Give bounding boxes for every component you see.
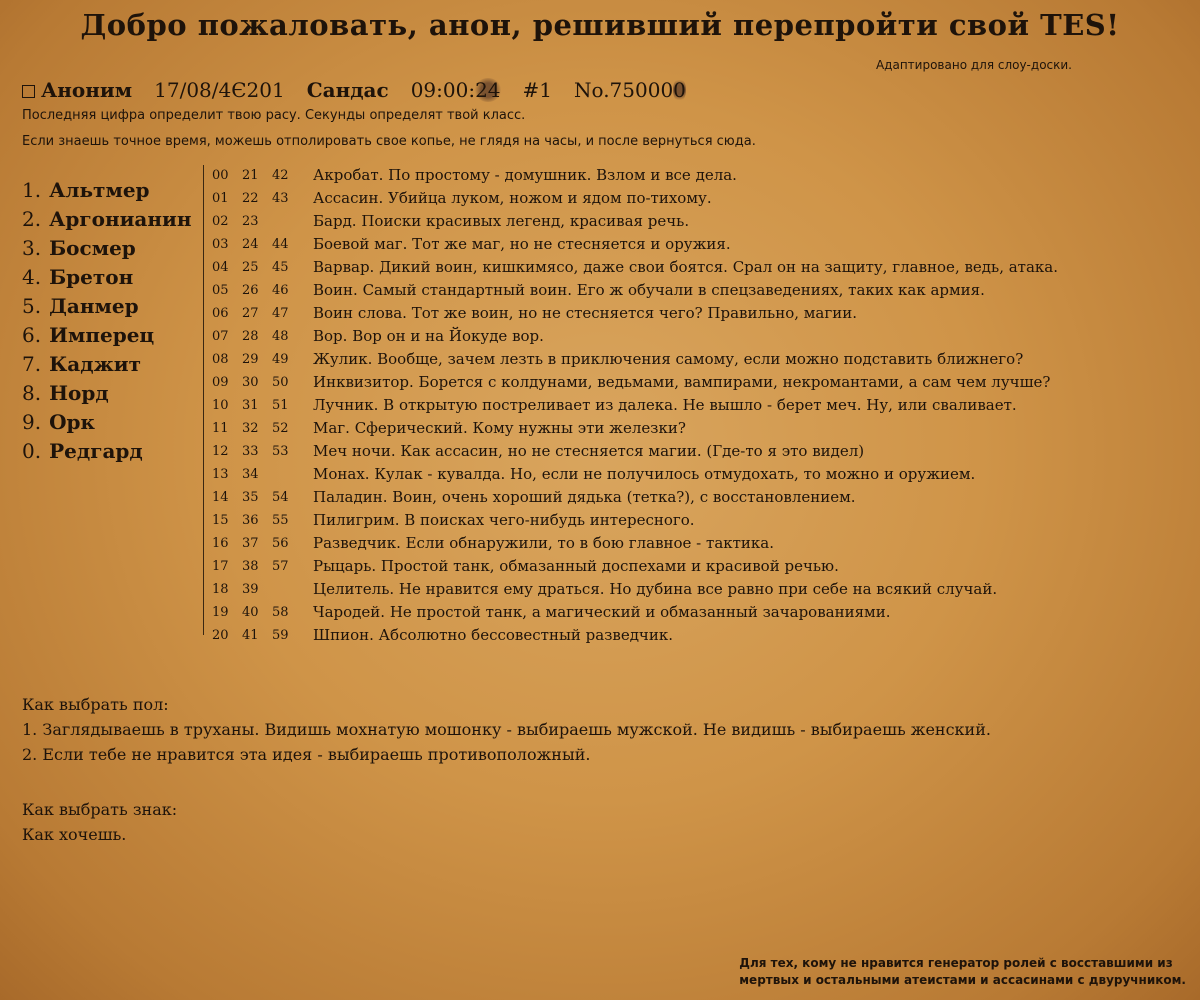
page-title: Добро пожаловать, анон, решивший перепройти свой TES! xyxy=(80,8,1120,42)
class-description: Жулик. Вообще, зачем лезть в приключения самому, если можно подставить ближнего? xyxy=(313,350,1024,368)
class-row xyxy=(212,394,1058,417)
class-row xyxy=(212,348,1058,371)
footnote xyxy=(739,955,1186,989)
race-number: 5. xyxy=(22,294,42,318)
race-name: Имперец xyxy=(49,323,155,347)
seconds-a: 03 xyxy=(212,237,229,252)
class-row xyxy=(212,371,1058,394)
class-row xyxy=(212,486,1058,509)
race-number: 2. xyxy=(22,207,42,231)
seconds-b: 28 xyxy=(242,329,259,344)
post-index[interactable]: #1 xyxy=(522,78,552,102)
seconds-a: 05 xyxy=(212,283,229,298)
class-row xyxy=(212,325,1058,348)
seconds-b: 27 xyxy=(242,306,259,321)
race-item xyxy=(22,234,192,263)
seconds-b: 26 xyxy=(242,283,259,298)
seconds-a: 01 xyxy=(212,191,229,206)
sex-line: 1. Заглядываешь в труханы. Видишь мохнатую мошонку - выбираешь мужской. Не видишь - выбираешь женский. xyxy=(22,720,991,739)
class-row xyxy=(212,417,1058,440)
race-number: 9. xyxy=(22,410,42,434)
race-list xyxy=(22,176,192,466)
seconds-a: 17 xyxy=(212,559,229,574)
seconds-a: 20 xyxy=(212,628,229,643)
seconds-a: 15 xyxy=(212,513,229,528)
seconds-c: 43 xyxy=(272,191,289,206)
post-header xyxy=(22,78,686,102)
race-name: Редгард xyxy=(49,439,143,463)
seconds-c: 58 xyxy=(272,605,289,620)
race-name: Каджит xyxy=(49,352,141,376)
seconds-c: 49 xyxy=(272,352,289,367)
seconds-b: 41 xyxy=(242,628,259,643)
race-name: Босмер xyxy=(49,236,136,260)
class-description: Монах. Кулак - кувалда. Но, если не получилось отмудохать, то можно и оружием. xyxy=(313,465,976,483)
race-item xyxy=(22,379,192,408)
intro-line: Последняя цифра определит твою расу. Секунды определят твой класс. xyxy=(22,108,526,123)
seconds-c: 50 xyxy=(272,375,289,390)
seconds-c: 46 xyxy=(272,283,289,298)
seconds-b: 33 xyxy=(242,444,259,459)
class-description: Меч ночи. Как ассасин, но не стесняется магии. (Где-то я это видел) xyxy=(313,442,865,460)
race-item xyxy=(22,350,192,379)
class-row xyxy=(212,509,1058,532)
seconds-c: 55 xyxy=(272,513,289,528)
race-item xyxy=(22,292,192,321)
race-number: 3. xyxy=(22,236,42,260)
class-row xyxy=(212,256,1058,279)
seconds-a: 08 xyxy=(212,352,229,367)
footnote-line: Для тех, кому не нравится генератор ролей с восставшими из xyxy=(739,956,1173,970)
class-table xyxy=(212,164,1058,647)
class-description: Маг. Сферический. Кому нужны эти железки? xyxy=(313,419,686,437)
race-item xyxy=(22,176,192,205)
class-description: Рыцарь. Простой танк, обмазанный доспехами и красивой речью. xyxy=(313,557,839,575)
post-number[interactable]: No.750000 xyxy=(574,78,686,102)
seconds-a: 04 xyxy=(212,260,229,275)
seconds-a: 19 xyxy=(212,605,229,620)
post-name: Аноним xyxy=(22,78,132,102)
seconds-b: 24 xyxy=(242,237,259,252)
class-row xyxy=(212,279,1058,302)
sign-text: Как хочешь. xyxy=(22,825,127,844)
class-description: Варвар. Дикий воин, кишкимясо, даже свои боятся. Срал он на защиту, главное, ведь, атака. xyxy=(313,258,1059,276)
seconds-b: 23 xyxy=(242,214,259,229)
seconds-a: 16 xyxy=(212,536,229,551)
post-date: 17/08/4Є201 xyxy=(154,78,285,102)
seconds-a: 10 xyxy=(212,398,229,413)
seconds-b: 25 xyxy=(242,260,259,275)
seconds-c: 42 xyxy=(272,168,289,183)
seconds-a: 14 xyxy=(212,490,229,505)
class-description: Лучник. В открытую постреливает из далека. Не вышло - берет меч. Ну, или сваливает. xyxy=(313,396,1017,414)
class-description: Целитель. Не нравится ему драться. Но дубина все равно при себе на всякий случай. xyxy=(313,580,998,598)
seconds-c: 45 xyxy=(272,260,289,275)
seconds-c: 48 xyxy=(272,329,289,344)
seconds-b: 29 xyxy=(242,352,259,367)
class-description: Воин. Самый стандартный воин. Его ж обучали в спецзаведениях, таких как армия. xyxy=(313,281,985,299)
race-item xyxy=(22,263,192,292)
class-description: Воин слова. Тот же воин, но не стесняется чего? Правильно, магии. xyxy=(313,304,857,322)
class-row xyxy=(212,532,1058,555)
seconds-c: 53 xyxy=(272,444,289,459)
seconds-b: 36 xyxy=(242,513,259,528)
seconds-a: 11 xyxy=(212,421,229,436)
seconds-c xyxy=(272,210,302,233)
seconds-c: 47 xyxy=(272,306,289,321)
divider xyxy=(203,165,204,635)
seconds-b: 31 xyxy=(242,398,259,413)
seconds-c xyxy=(272,463,302,486)
race-name: Норд xyxy=(49,381,109,405)
sign-heading: Как выбрать знак: xyxy=(22,800,178,819)
seconds-b: 34 xyxy=(242,467,259,482)
class-row xyxy=(212,601,1058,624)
class-description: Пилигрим. В поисках чего-нибудь интересного. xyxy=(313,511,695,529)
seconds-a: 09 xyxy=(212,375,229,390)
seconds-b: 21 xyxy=(242,168,259,183)
sex-line: 2. Если тебе не нравится эта идея - выбираешь противоположный. xyxy=(22,745,591,764)
class-row xyxy=(212,187,1058,210)
intro-line: Если знаешь точное время, можешь отполировать свое копье, не глядя на часы, и после вернуться сюда. xyxy=(22,134,756,149)
adapted-note: Адаптировано для слоу-доски. xyxy=(875,58,1072,72)
seconds-b: 37 xyxy=(242,536,259,551)
class-description: Акробат. По простому - домушник. Взлом и все дела. xyxy=(313,166,737,184)
seconds-a: 07 xyxy=(212,329,229,344)
race-item xyxy=(22,408,192,437)
class-row xyxy=(212,233,1058,256)
seconds-c: 52 xyxy=(272,421,289,436)
seconds-c: 44 xyxy=(272,237,289,252)
seconds-a: 12 xyxy=(212,444,229,459)
seconds-c: 57 xyxy=(272,559,289,574)
race-name: Аргонианин xyxy=(49,207,192,231)
race-name: Бретон xyxy=(49,265,134,289)
post-time: 09:00:24 xyxy=(410,78,501,102)
class-row xyxy=(212,210,1058,233)
class-row xyxy=(212,624,1058,647)
last-digit-highlight: 0 xyxy=(673,78,686,102)
race-number: 4. xyxy=(22,265,42,289)
seconds-b: 32 xyxy=(242,421,259,436)
seconds-a: 13 xyxy=(212,467,229,482)
class-description: Шпион. Абсолютно бессовестный разведчик. xyxy=(313,626,673,644)
seconds-b: 35 xyxy=(242,490,259,505)
footnote-line: мертвых и остальными атеистами и ассасинами с двуручником. xyxy=(739,973,1186,987)
class-description: Ассасин. Убийца луком, ножом и ядом по-тихому. xyxy=(313,189,712,207)
seconds-c xyxy=(272,578,302,601)
class-row xyxy=(212,555,1058,578)
class-row xyxy=(212,302,1058,325)
class-description: Чародей. Не простой танк, а магический и обмазанный зачарованиями. xyxy=(313,603,891,621)
seconds-highlight: 24 xyxy=(475,78,501,102)
race-name: Альтмер xyxy=(49,178,150,202)
class-row xyxy=(212,578,1058,601)
class-description: Инквизитор. Борется с колдунами, ведьмами, вампирами, некромантами, а сам чем лучше? xyxy=(313,373,1051,391)
class-row xyxy=(212,164,1058,187)
class-description: Бард. Поиски красивых легенд, красивая речь. xyxy=(313,212,690,230)
post-day: Сандас xyxy=(306,78,389,102)
seconds-b: 22 xyxy=(242,191,259,206)
seconds-b: 40 xyxy=(242,605,259,620)
class-description: Паладин. Воин, очень хороший дядька (тетка?), с восстановлением. xyxy=(313,488,856,506)
seconds-c: 59 xyxy=(272,628,289,643)
seconds-a: 18 xyxy=(212,582,229,597)
seconds-b: 38 xyxy=(242,559,259,574)
sex-heading: Как выбрать пол: xyxy=(22,695,169,714)
race-item xyxy=(22,321,192,350)
race-number: 0. xyxy=(22,439,42,463)
checkbox[interactable] xyxy=(22,85,35,98)
seconds-c: 51 xyxy=(272,398,289,413)
seconds-c: 56 xyxy=(272,536,289,551)
seconds-a: 02 xyxy=(212,214,229,229)
race-number: 6. xyxy=(22,323,42,347)
race-name: Данмер xyxy=(49,294,139,318)
seconds-a: 00 xyxy=(212,168,229,183)
race-number: 7. xyxy=(22,352,42,376)
class-row xyxy=(212,463,1058,486)
seconds-a: 06 xyxy=(212,306,229,321)
class-description: Боевой маг. Тот же маг, но не стесняется и оружия. xyxy=(313,235,731,253)
race-number: 1. xyxy=(22,178,42,202)
race-name: Орк xyxy=(49,410,95,434)
class-description: Вор. Вор он и на Йокуде вор. xyxy=(313,327,544,345)
class-description: Разведчик. Если обнаружили, то в бою главное - тактика. xyxy=(313,534,775,552)
class-row xyxy=(212,440,1058,463)
race-number: 8. xyxy=(22,381,42,405)
seconds-b: 30 xyxy=(242,375,259,390)
race-item xyxy=(22,437,192,466)
seconds-c: 54 xyxy=(272,490,289,505)
race-item xyxy=(22,205,192,234)
seconds-b: 39 xyxy=(242,582,259,597)
